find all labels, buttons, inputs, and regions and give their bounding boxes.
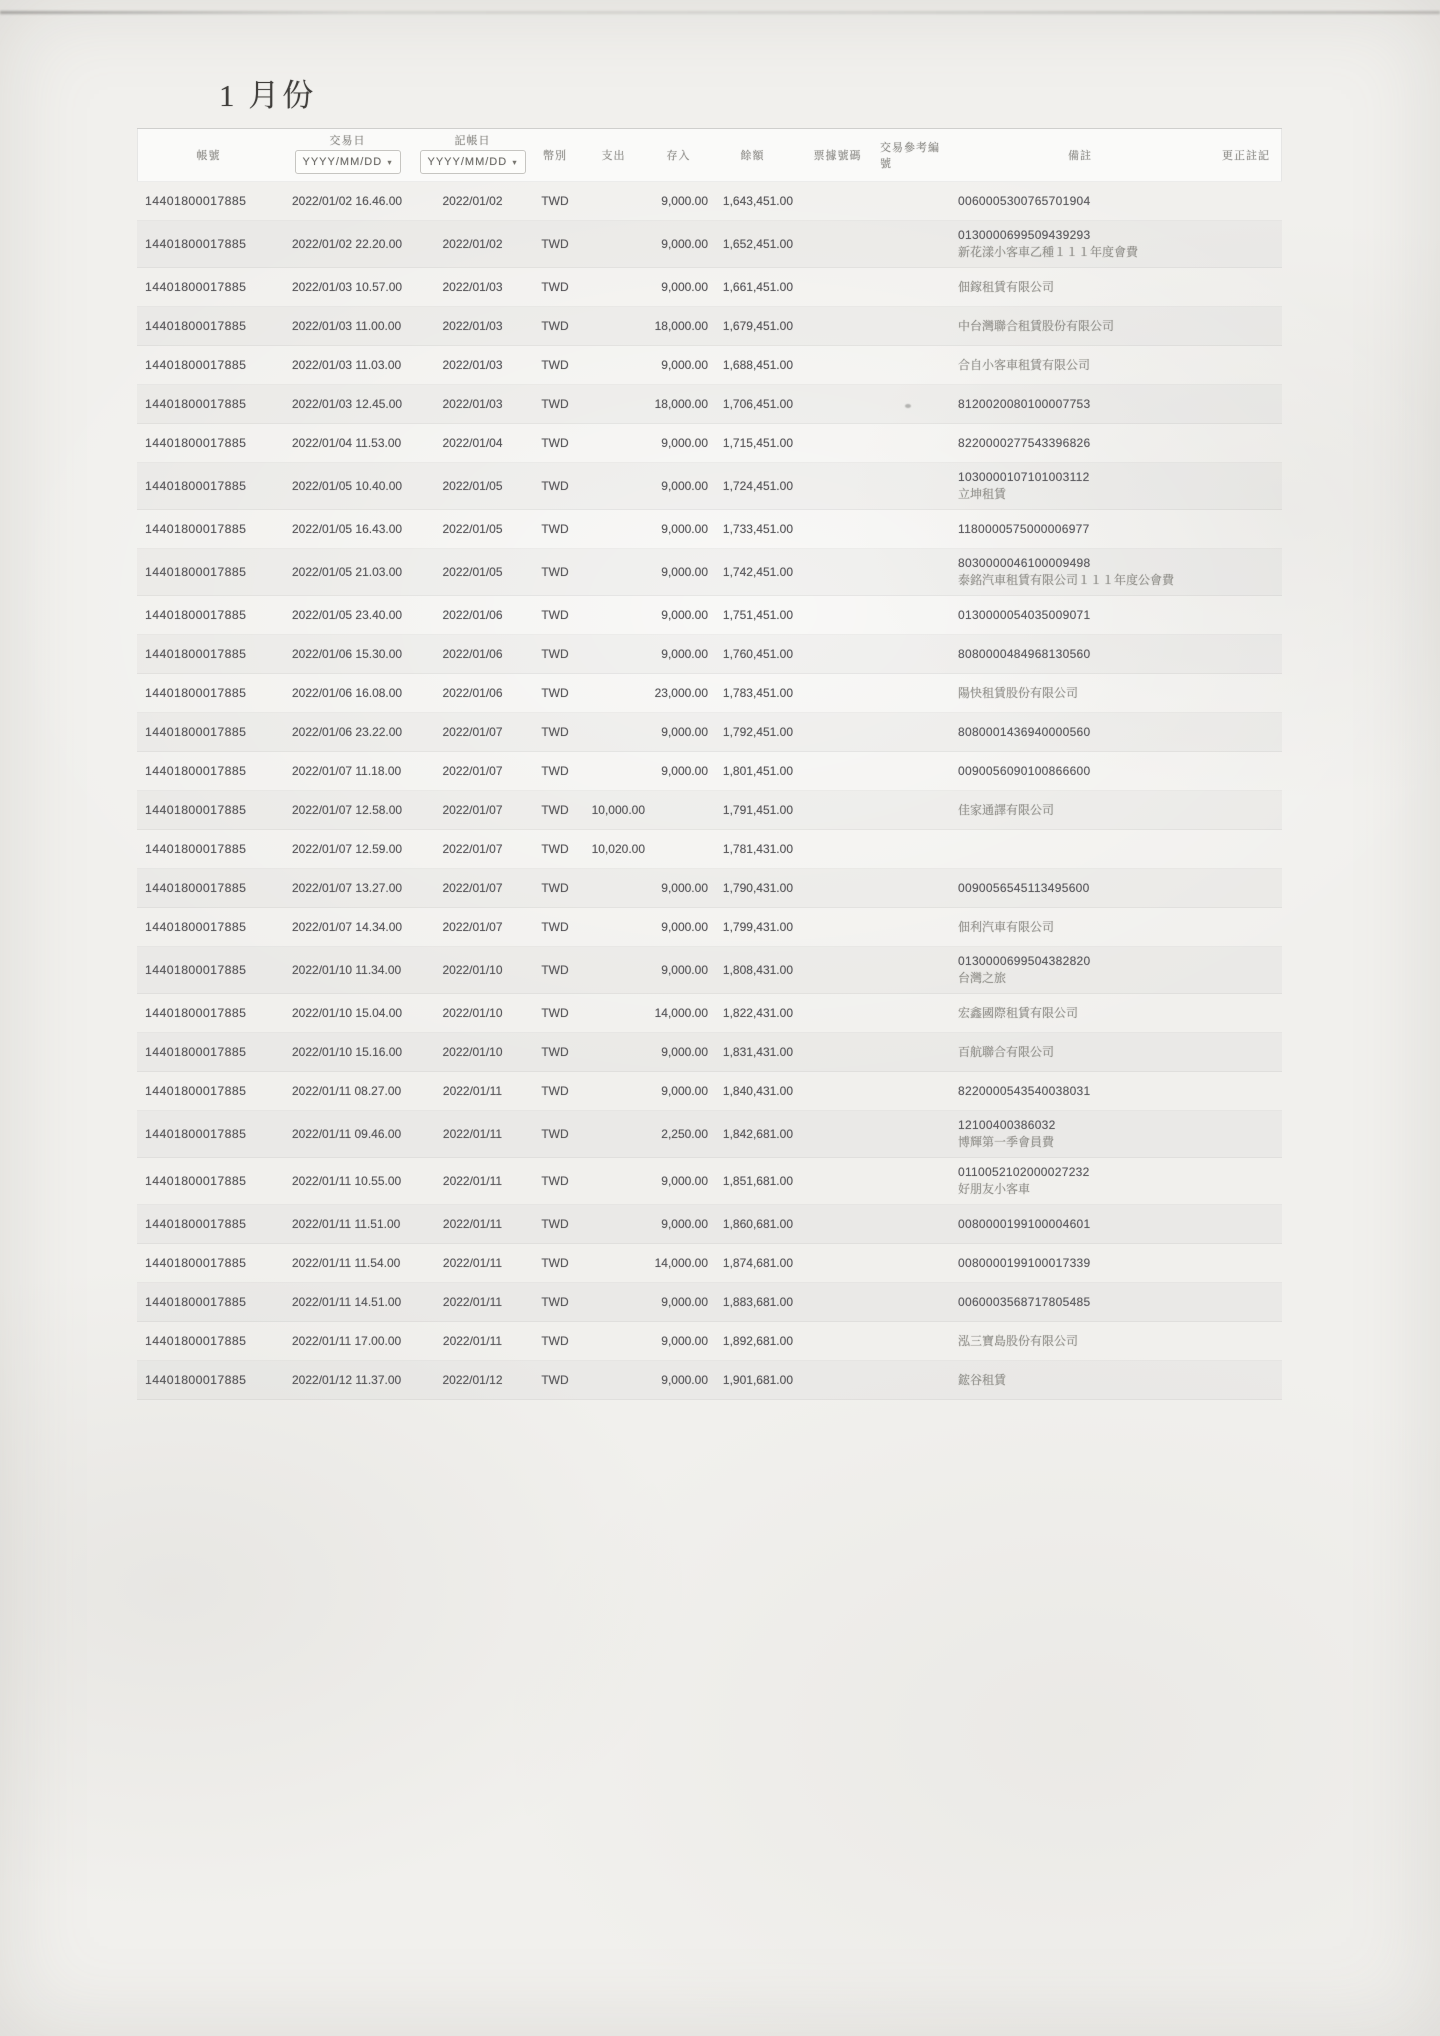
cell-deposit: 9,000.00 [661, 1084, 708, 1098]
cell-currency: TWD [541, 1373, 569, 1387]
cell-balance: 1,724,451.00 [722, 479, 793, 493]
cell-post-date: 2022/01/11 [442, 1256, 503, 1270]
cell-trade-date: 2022/01/10 11.34.00 [292, 963, 402, 977]
cell-currency: TWD [541, 647, 569, 661]
table-row [137, 791, 1282, 830]
cell-remark: 中台灣聯合租賃股份有限公司 [958, 318, 1115, 333]
header-account: 帳號 [196, 150, 221, 162]
cell-account: 14401800017885 [145, 1373, 247, 1387]
table-row [137, 1205, 1282, 1244]
scan-artifact-streak [0, 11, 1440, 14]
cell-withdrawal: 10,020.00 [591, 842, 645, 856]
cell-account: 14401800017885 [145, 436, 247, 450]
cell-trade-date: 2022/01/03 11.03.00 [292, 358, 402, 372]
cell-balance: 1,790,431.00 [722, 881, 793, 895]
cell-currency: TWD [541, 436, 569, 450]
table-row [137, 994, 1282, 1033]
table-row [137, 221, 1282, 268]
cell-deposit: 14,000.00 [654, 1256, 708, 1270]
cell-account: 14401800017885 [145, 1217, 247, 1231]
cell-balance: 1,801,451.00 [722, 764, 793, 778]
cell-post-date: 2022/01/11 [442, 1084, 503, 1098]
cell-deposit: 9,000.00 [661, 963, 708, 977]
cell-post-date: 2022/01/07 [442, 725, 503, 739]
cell-remark: 12100400386032 博輝第一季會員費 [958, 1118, 1056, 1149]
cell-balance: 1,781,431.00 [722, 842, 793, 856]
cell-remark: 0090056090100866600 [958, 763, 1091, 778]
cell-deposit: 9,000.00 [661, 725, 708, 739]
cell-remark: 0130000054035009071 [958, 607, 1091, 622]
post-date-filter [415, 129, 530, 181]
header-ref-no: 交易參考編號 [880, 142, 940, 170]
cell-currency: TWD [541, 565, 569, 579]
cell-post-date: 2022/01/11 [442, 1295, 503, 1309]
header-withdrawal: 支出 [601, 150, 626, 162]
cell-remark: 0110052102000027232 好朋友小客車 [958, 1165, 1090, 1196]
cell-account: 14401800017885 [145, 686, 247, 700]
table-row [137, 1111, 1282, 1158]
table-header-row [137, 128, 1282, 182]
cell-trade-date: 2022/01/11 14.51.00 [292, 1295, 402, 1309]
header-post-date: 記帳日 [454, 135, 491, 147]
header-correction: 更正註記 [1222, 150, 1270, 162]
cell-currency: TWD [541, 1006, 569, 1020]
cell-currency: TWD [541, 1256, 569, 1270]
cell-post-date: 2022/01/02 [442, 237, 503, 251]
cell-account: 14401800017885 [145, 803, 247, 817]
cell-remark: 8220000543540038031 [958, 1083, 1091, 1098]
cell-remark: 8080001436940000560 [958, 724, 1091, 739]
cell-post-date: 2022/01/07 [442, 803, 503, 817]
table-row [137, 752, 1282, 791]
cell-deposit: 9,000.00 [661, 522, 708, 536]
cell-account: 14401800017885 [145, 1045, 247, 1059]
cell-deposit: 9,000.00 [661, 479, 708, 493]
cell-currency: TWD [541, 1045, 569, 1059]
cell-balance: 1,851,681.00 [722, 1174, 793, 1188]
cell-deposit: 2,250.00 [661, 1127, 708, 1141]
cell-currency: TWD [541, 280, 569, 294]
cell-post-date: 2022/01/10 [442, 1006, 503, 1020]
cell-remark: 0130000699509439293 新花漾小客車乙種１１１年度會費 [958, 228, 1139, 259]
cell-trade-date: 2022/01/06 15.30.00 [292, 647, 403, 661]
cell-trade-date: 2022/01/06 16.08.00 [292, 686, 403, 700]
cell-withdrawal: 10,000.00 [591, 803, 645, 817]
transactions-table [137, 128, 1282, 1400]
cell-trade-date: 2022/01/03 10.57.00 [292, 280, 403, 294]
cell-trade-date: 2022/01/07 12.59.00 [292, 842, 403, 856]
cell-balance: 1,783,451.00 [722, 686, 793, 700]
cell-deposit: 9,000.00 [661, 280, 708, 294]
cell-deposit: 9,000.00 [661, 608, 708, 622]
cell-post-date: 2022/01/02 [442, 194, 503, 208]
cell-currency: TWD [541, 686, 569, 700]
cell-remark: 0130000699504382820 台灣之旅 [958, 954, 1091, 985]
header-balance: 餘額 [740, 150, 765, 162]
cell-trade-date: 2022/01/10 15.16.00 [292, 1045, 403, 1059]
cell-balance: 1,860,681.00 [722, 1217, 793, 1231]
cell-account: 14401800017885 [145, 565, 247, 579]
cell-post-date: 2022/01/11 [442, 1127, 503, 1141]
trade-date-filter [280, 129, 415, 181]
cell-currency: TWD [541, 608, 569, 622]
cell-currency: TWD [541, 522, 569, 536]
cell-account: 14401800017885 [145, 397, 247, 411]
cell-deposit: 9,000.00 [661, 1373, 708, 1387]
cell-account: 14401800017885 [145, 194, 247, 208]
cell-post-date: 2022/01/03 [442, 319, 503, 333]
cell-deposit: 9,000.00 [661, 764, 708, 778]
cell-trade-date: 2022/01/03 11.00.00 [292, 319, 402, 333]
cell-account: 14401800017885 [145, 842, 247, 856]
cell-deposit: 9,000.00 [661, 358, 708, 372]
table-row [137, 713, 1282, 752]
cell-post-date: 2022/01/06 [442, 686, 503, 700]
cell-post-date: 2022/01/03 [442, 358, 503, 372]
cell-trade-date: 2022/01/07 14.34.00 [292, 920, 403, 934]
cell-balance: 1,901,681.00 [722, 1373, 793, 1387]
cell-balance: 1,706,451.00 [722, 397, 793, 411]
cell-post-date: 2022/01/05 [442, 479, 503, 493]
cell-trade-date: 2022/01/06 23.22.00 [292, 725, 403, 739]
cell-post-date: 2022/01/07 [442, 881, 503, 895]
cell-deposit: 9,000.00 [661, 881, 708, 895]
cell-post-date: 2022/01/12 [442, 1373, 503, 1387]
cell-remark: 1030000107101003112 立坤租賃 [958, 470, 1090, 501]
cell-currency: TWD [541, 479, 569, 493]
cell-account: 14401800017885 [145, 1127, 247, 1141]
cell-currency: TWD [541, 963, 569, 977]
cell-account: 14401800017885 [145, 1295, 247, 1309]
table-row [137, 549, 1282, 596]
cell-trade-date: 2022/01/11 08.27.00 [292, 1084, 402, 1098]
cell-currency: TWD [541, 319, 569, 333]
cell-remark: 0090056545113495600 [958, 880, 1090, 895]
table-row [137, 1244, 1282, 1283]
cell-remark: 合自小客車租賃有限公司 [958, 357, 1091, 372]
cell-account: 14401800017885 [145, 725, 247, 739]
cell-account: 14401800017885 [145, 608, 247, 622]
table-row [137, 908, 1282, 947]
cell-remark: 8120020080100007753 [958, 396, 1091, 411]
cell-account: 14401800017885 [145, 647, 247, 661]
cell-balance: 1,679,451.00 [722, 319, 793, 333]
cell-post-date: 2022/01/10 [442, 963, 503, 977]
cell-balance: 1,840,431.00 [722, 1084, 793, 1098]
cell-balance: 1,751,451.00 [722, 608, 793, 622]
table-body [137, 182, 1282, 1400]
cell-post-date: 2022/01/05 [442, 522, 503, 536]
cell-balance: 1,643,451.00 [722, 194, 793, 208]
cell-trade-date: 2022/01/05 10.40.00 [292, 479, 403, 493]
cell-account: 14401800017885 [145, 920, 247, 934]
cell-trade-date: 2022/01/03 12.45.00 [292, 397, 403, 411]
cell-account: 14401800017885 [145, 1174, 247, 1188]
cell-deposit: 9,000.00 [661, 565, 708, 579]
cell-remark: 佳家通譯有限公司 [958, 802, 1055, 817]
cell-currency: TWD [541, 1174, 569, 1188]
post-date-dropdown-value: YYYY/MM/DD [427, 156, 508, 168]
table-row [137, 1033, 1282, 1072]
cell-post-date: 2022/01/05 [442, 565, 503, 579]
cell-balance: 1,661,451.00 [722, 280, 793, 294]
cell-account: 14401800017885 [145, 358, 247, 372]
cell-remark: 0060005300765701904 [958, 193, 1091, 208]
cell-balance: 1,652,451.00 [722, 237, 793, 251]
table-row [137, 424, 1282, 463]
cell-balance: 1,799,431.00 [722, 920, 793, 934]
cell-post-date: 2022/01/06 [442, 647, 503, 661]
cell-remark: 陽快租賃股份有限公司 [958, 685, 1079, 700]
table-row [137, 346, 1282, 385]
cell-balance: 1,715,451.00 [722, 436, 793, 450]
cell-balance: 1,822,431.00 [722, 1006, 793, 1020]
cell-deposit: 9,000.00 [661, 1174, 708, 1188]
cell-account: 14401800017885 [145, 764, 247, 778]
cell-trade-date: 2022/01/05 16.43.00 [292, 522, 403, 536]
cell-currency: TWD [541, 725, 569, 739]
cell-deposit: 18,000.00 [654, 397, 708, 411]
cell-trade-date: 2022/01/05 23.40.00 [292, 608, 403, 622]
cell-balance: 1,760,451.00 [722, 647, 793, 661]
cell-remark: 泓三寶島股份有限公司 [958, 1333, 1079, 1348]
cell-remark: 鋐谷租賃 [958, 1372, 1007, 1387]
cell-trade-date: 2022/01/02 16.46.00 [292, 194, 403, 208]
header-deposit: 存入 [666, 150, 691, 162]
cell-currency: TWD [541, 920, 569, 934]
cell-trade-date: 2022/01/07 12.58.00 [292, 803, 403, 817]
cell-trade-date: 2022/01/11 17.00.00 [292, 1334, 402, 1348]
cell-currency: TWD [541, 194, 569, 208]
cell-currency: TWD [541, 881, 569, 895]
trade-date-dropdown[interactable] [295, 150, 401, 174]
cell-post-date: 2022/01/07 [442, 842, 503, 856]
cell-post-date: 2022/01/07 [442, 764, 503, 778]
cell-deposit: 9,000.00 [661, 1217, 708, 1231]
cell-currency: TWD [541, 1334, 569, 1348]
cell-deposit: 9,000.00 [661, 1334, 708, 1348]
cell-account: 14401800017885 [145, 319, 247, 333]
cell-balance: 1,792,451.00 [722, 725, 793, 739]
chevron-down-icon: ▾ [512, 157, 518, 167]
cell-trade-date: 2022/01/11 11.51.00 [292, 1217, 401, 1231]
cell-currency: TWD [541, 1084, 569, 1098]
cell-currency: TWD [541, 358, 569, 372]
cell-deposit: 9,000.00 [661, 194, 708, 208]
cell-remark: 佃利汽車有限公司 [958, 919, 1055, 934]
cell-currency: TWD [541, 1295, 569, 1309]
table-row [137, 1361, 1282, 1400]
table-row [137, 1158, 1282, 1205]
cell-account: 14401800017885 [145, 1256, 247, 1270]
cell-deposit: 23,000.00 [654, 686, 708, 700]
cell-balance: 1,742,451.00 [722, 565, 793, 579]
cell-account: 14401800017885 [145, 1006, 247, 1020]
table-row [137, 385, 1282, 424]
cell-balance: 1,874,681.00 [722, 1256, 793, 1270]
cell-currency: TWD [541, 803, 569, 817]
cell-trade-date: 2022/01/10 15.04.00 [292, 1006, 403, 1020]
cell-deposit: 9,000.00 [661, 647, 708, 661]
cell-post-date: 2022/01/07 [442, 920, 503, 934]
table-row [137, 635, 1282, 674]
cell-trade-date: 2022/01/04 11.53.00 [292, 436, 402, 450]
cell-trade-date: 2022/01/11 10.55.00 [292, 1174, 402, 1188]
cell-balance: 1,892,681.00 [722, 1334, 793, 1348]
cell-remark: 8080000484968130560 [958, 646, 1091, 661]
cell-post-date: 2022/01/03 [442, 397, 503, 411]
cell-remark: 佃鎵租賃有限公司 [958, 279, 1055, 294]
cell-account: 14401800017885 [145, 237, 247, 251]
post-date-dropdown[interactable] [420, 150, 526, 174]
cell-balance: 1,808,431.00 [722, 963, 793, 977]
table-row [137, 463, 1282, 510]
cell-trade-date: 2022/01/11 09.46.00 [292, 1127, 402, 1141]
cell-remark: 8220000277543396826 [958, 435, 1091, 450]
cell-post-date: 2022/01/10 [442, 1045, 503, 1059]
table-row [137, 307, 1282, 346]
cell-remark: 宏鑫國際租賃有限公司 [958, 1005, 1079, 1020]
table-row [137, 182, 1282, 221]
header-check-no: 票據號碼 [813, 150, 862, 162]
cell-remark: 0080000199100017339 [958, 1255, 1091, 1270]
table-row [137, 674, 1282, 713]
cell-post-date: 2022/01/11 [442, 1334, 503, 1348]
table-row [137, 830, 1282, 869]
cell-post-date: 2022/01/06 [442, 608, 503, 622]
cell-trade-date: 2022/01/12 11.37.00 [292, 1373, 402, 1387]
cell-deposit: 9,000.00 [661, 237, 708, 251]
cell-remark: 1180000575000006977 [958, 521, 1090, 536]
cell-account: 14401800017885 [145, 522, 247, 536]
cell-currency: TWD [541, 1127, 569, 1141]
cell-trade-date: 2022/01/07 13.27.00 [292, 881, 403, 895]
cell-balance: 1,883,681.00 [722, 1295, 793, 1309]
cell-remark [950, 843, 1210, 855]
header-trade-date: 交易日 [329, 135, 366, 147]
table-row [137, 869, 1282, 908]
cell-balance: 1,791,451.00 [722, 803, 793, 817]
table-row [137, 596, 1282, 635]
header-remark: 備註 [1068, 150, 1092, 162]
cell-remark: 0060003568717805485 [958, 1294, 1091, 1309]
cell-post-date: 2022/01/04 [442, 436, 503, 450]
cell-deposit: 9,000.00 [661, 1045, 708, 1059]
table-row [137, 1322, 1282, 1361]
cell-currency: TWD [541, 842, 569, 856]
cell-trade-date: 2022/01/11 11.54.00 [292, 1256, 401, 1270]
cell-currency: TWD [541, 764, 569, 778]
chevron-down-icon: ▾ [387, 157, 393, 167]
cell-currency: TWD [541, 237, 569, 251]
cell-balance: 1,842,681.00 [722, 1127, 793, 1141]
trade-date-dropdown-value: YYYY/MM/DD [302, 156, 383, 168]
cell-deposit: 18,000.00 [654, 319, 708, 333]
cell-remark: 0080000199100004601 [958, 1216, 1091, 1231]
cell-account: 14401800017885 [145, 881, 247, 895]
cell-trade-date: 2022/01/02 22.20.00 [292, 237, 403, 251]
table-row [137, 947, 1282, 994]
cell-trade-date: 2022/01/05 21.03.00 [292, 565, 403, 579]
cell-post-date: 2022/01/11 [442, 1217, 503, 1231]
cell-remark: 百航聯合有限公司 [958, 1044, 1055, 1059]
cell-account: 14401800017885 [145, 963, 247, 977]
cell-account: 14401800017885 [145, 479, 247, 493]
cell-trade-date: 2022/01/07 11.18.00 [292, 764, 402, 778]
cell-account: 14401800017885 [145, 1084, 247, 1098]
cell-currency: TWD [541, 397, 569, 411]
cell-balance: 1,733,451.00 [722, 522, 793, 536]
cell-post-date: 2022/01/03 [442, 280, 503, 294]
table-row [137, 268, 1282, 307]
page-title: 1 月份 [219, 78, 317, 113]
cell-deposit: 14,000.00 [654, 1006, 708, 1020]
cell-currency: TWD [541, 1217, 569, 1231]
table-row [137, 510, 1282, 549]
header-currency: 幣別 [543, 150, 567, 162]
cell-deposit: 9,000.00 [661, 436, 708, 450]
cell-post-date: 2022/01/11 [442, 1174, 503, 1188]
cell-balance: 1,688,451.00 [722, 358, 793, 372]
cell-deposit: 9,000.00 [661, 920, 708, 934]
cell-account: 14401800017885 [145, 280, 247, 294]
table-row [137, 1072, 1282, 1111]
table-row [137, 1283, 1282, 1322]
cell-remark: 8030000046100009498 泰銘汽車租賃有限公司１１１年度公會費 [958, 556, 1175, 587]
cell-balance: 1,831,431.00 [722, 1045, 793, 1059]
cell-deposit: 9,000.00 [661, 1295, 708, 1309]
cell-account: 14401800017885 [145, 1334, 247, 1348]
